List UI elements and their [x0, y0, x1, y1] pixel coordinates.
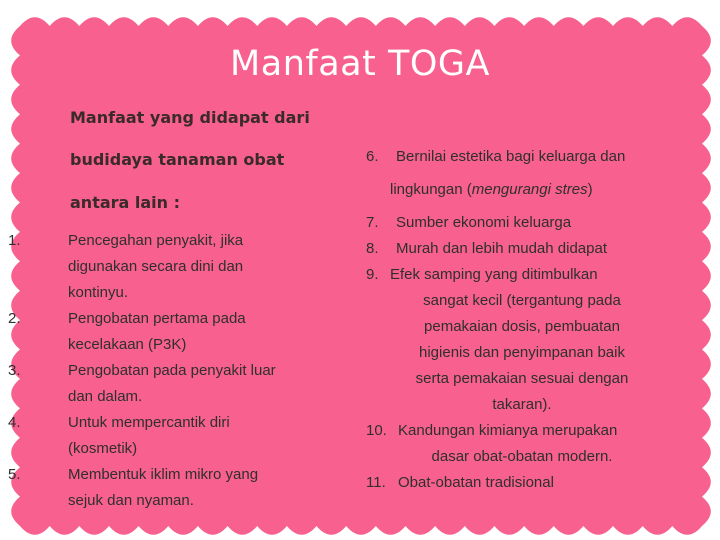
item-text-line: digunakan secara dini dan: [68, 258, 244, 275]
item-number: 4.: [8, 414, 21, 431]
item-number: 11.: [366, 474, 386, 491]
item-text-italic: mengurangi stres: [471, 181, 588, 198]
item-text-line: higienis dan penyimpanan baik: [419, 344, 625, 361]
list-item: [6, 358, 336, 410]
item-text-line: dan dalam.: [68, 388, 143, 405]
item-text-line: Bernilai estetika bagi keluarga dan: [396, 148, 626, 165]
item-number: 1.: [8, 232, 21, 249]
item-text-line: kecelakaan (P3K): [68, 336, 187, 353]
list-item-9-continued: [362, 288, 682, 418]
item-number: 5.: [8, 466, 21, 483]
item-text-line: Kandungan kimianya merupakan: [398, 422, 618, 439]
list-item-6-continued: [390, 177, 710, 203]
list-item: [6, 228, 336, 306]
intro-line-1: Manfaat yang didapat dari: [70, 108, 310, 127]
item-number: 3.: [8, 362, 21, 379]
item-text-line: Pencegahan penyakit, jika: [68, 232, 244, 249]
item-text-line: Efek samping yang ditimbulkan: [390, 266, 598, 283]
item-number: 8.: [366, 240, 379, 257]
item-text-line: kontinyu.: [68, 284, 129, 301]
item-text-line: takaran).: [492, 396, 552, 413]
item-text-line: Murah dan lebih mudah didapat: [396, 240, 607, 257]
item-number: 9.: [366, 266, 379, 283]
slide-title: Manfaat TOGA: [230, 44, 490, 84]
item-text-line: Membentuk iklim mikro yang: [68, 466, 259, 483]
item-text-line: (kosmetik): [68, 440, 138, 457]
intro-line-3: antara lain :: [70, 193, 181, 212]
item-text-line: serta pemakaian sesuai dengan: [415, 370, 629, 387]
item-text-line: sejuk dan nyaman.: [68, 492, 194, 509]
item-number: 6.: [366, 148, 379, 165]
item-text-part: lingkungan (: [390, 181, 472, 198]
list-item: [6, 306, 336, 358]
benefits-list-left: [6, 228, 336, 514]
list-item: [6, 462, 336, 514]
list-item-10-continued: [362, 444, 682, 470]
item-number: 10.: [366, 422, 387, 439]
item-text-line: Obat-obatan tradisional: [398, 474, 554, 491]
item-text-line: Sumber ekonomi keluarga: [396, 214, 572, 231]
item-text-line: Pengobatan pertama pada: [68, 310, 246, 327]
item-text-part: ): [587, 181, 593, 198]
item-text-line: pemakaian dosis, pembuatan: [424, 318, 620, 335]
list-item: [6, 410, 336, 462]
item-text-line: dasar obat-obatan modern.: [431, 448, 613, 465]
intro-line-2: budidaya tanaman obat: [70, 150, 285, 169]
item-number: 2.: [8, 310, 21, 327]
item-number: 7.: [366, 214, 379, 231]
item-text-line: Untuk mempercantik diri: [68, 414, 230, 431]
item-text-line: sangat kecil (tergantung pada: [423, 292, 621, 309]
item-text-line: Pengobatan pada penyakit luar: [68, 362, 276, 379]
